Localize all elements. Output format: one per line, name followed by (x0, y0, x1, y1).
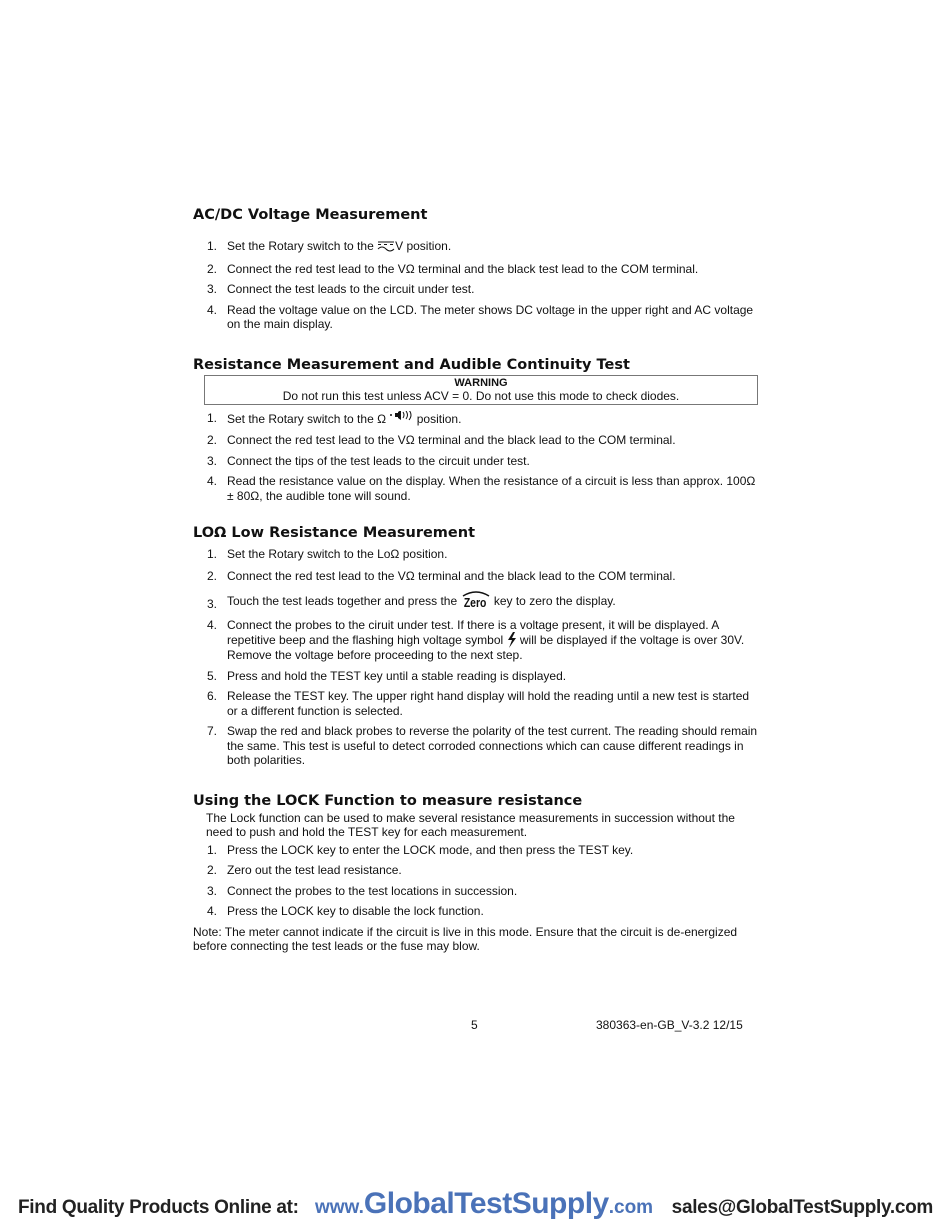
lock-note: Note: The meter cannot indicate if the circuit is live in this mode. Ensure that the circuit is de-energized before connecting the test leads or the fuse may blow. (193, 924, 738, 954)
list-item: 4. Press the LOCK key to disable the lock function. (207, 904, 484, 919)
list-item: 4. Read the resistance value on the display. When the resistance of a circuit is less than approx. 100Ω ± 80Ω, the audible tone will sound. (207, 474, 756, 503)
warning-title: WARNING (454, 376, 508, 389)
lock-intro: The Lock function can be used to make several resistance measurements in succession without the need to push and hold the TEST key for each measurement. (206, 810, 735, 840)
banner-tagline: Find Quality Products Online at: (18, 1197, 299, 1218)
list-item: 3. Connect the tips of the test leads to the circuit under test. (207, 453, 530, 468)
high-voltage-icon (507, 632, 517, 648)
list-item: 1. Set the Rotary switch to the V position. (207, 239, 452, 253)
list-item: 7. Swap the red and black probes to reverse the polarity of the test current. The reading should remain the same. This test is useful to detect corroded connections which can cause different readings in both polarities. (207, 724, 758, 768)
list-item: 1. Set the Rotary switch to the Ω position. (207, 410, 462, 426)
list-item: 5. Press and hold the TEST key until a stable reading is displayed. (207, 668, 567, 683)
list-item: 2. Connect the red test lead to the VΩ terminal and the black lead to the COM terminal. (207, 568, 676, 583)
lock-heading: Using the LOCK Function to measure resistance (193, 792, 583, 809)
list-item: 1. Press the LOCK key to enter the LOCK mode, and then press the TEST key. (207, 842, 634, 857)
doc-code: 380363-en-GB_V-3.2 12/15 (596, 1018, 743, 1032)
website-link[interactable]: www.GlobalTestSupply.com (315, 1187, 654, 1220)
list-item: 2. Zero out the test lead resistance. (207, 863, 402, 878)
resistance-heading: Resistance Measurement and Audible Continuity Test (193, 356, 630, 373)
continuity-sound-icon (389, 411, 413, 421)
list-item: 2. Connect the red test lead to the VΩ terminal and the black test lead to the COM terminal. (207, 261, 699, 276)
list-item: 3. Touch the test leads together and press the Zero key to zero the display. (193, 591, 758, 612)
footer-banner (0, 1183, 950, 1229)
resistance-section (193, 356, 758, 504)
lo-ohm-section (193, 524, 758, 768)
list-item: 4. Connect the probes to the ciruit under test. If there is a voltage present, it will be displayed. A repetitive beep and the flashing high voltage symbol will be displayed if the voltage is over 30V. Remove the voltage before proceeding to the next step. (207, 617, 745, 663)
list-item: 6. Release the TEST key. The upper right hand display will hold the reading until a new test is started or a different function is selected. (207, 689, 750, 718)
email-link[interactable]: sales@GlobalTestSupply.com (671, 1197, 933, 1218)
ac-dc-tilde-icon (377, 239, 395, 252)
zero-key-icon: Zero (461, 592, 491, 612)
warning-text: Do not run this test unless ACV = 0. Do not use this mode to check diodes. (282, 388, 680, 403)
page-content (193, 206, 758, 954)
list-item: 4. Read the voltage value on the LCD. The meter shows DC voltage in the upper right and AC voltage on the main display. (207, 302, 754, 331)
list-item: 3. Connect the test leads to the circuit under test. (207, 282, 475, 296)
acdc-section (193, 206, 758, 332)
resistance-steps (193, 411, 758, 504)
page-number: 5 (471, 1018, 478, 1032)
list-item: 3. Connect the probes to the test locations in succession. (207, 883, 518, 898)
list-item: 2. Connect the red test lead to the VΩ terminal and the black lead to the COM terminal. (207, 433, 676, 447)
lo-ohm-steps (193, 547, 758, 768)
list-item: 1. Set the Rotary switch to the LoΩ position. (207, 547, 448, 561)
lo-ohm-heading: LOΩ Low Resistance Measurement (193, 525, 475, 541)
lock-steps (193, 843, 758, 919)
lock-section (193, 792, 758, 954)
warning-box (204, 375, 758, 405)
acdc-steps (193, 239, 758, 332)
acdc-heading: AC/DC Voltage Measurement (193, 207, 428, 223)
